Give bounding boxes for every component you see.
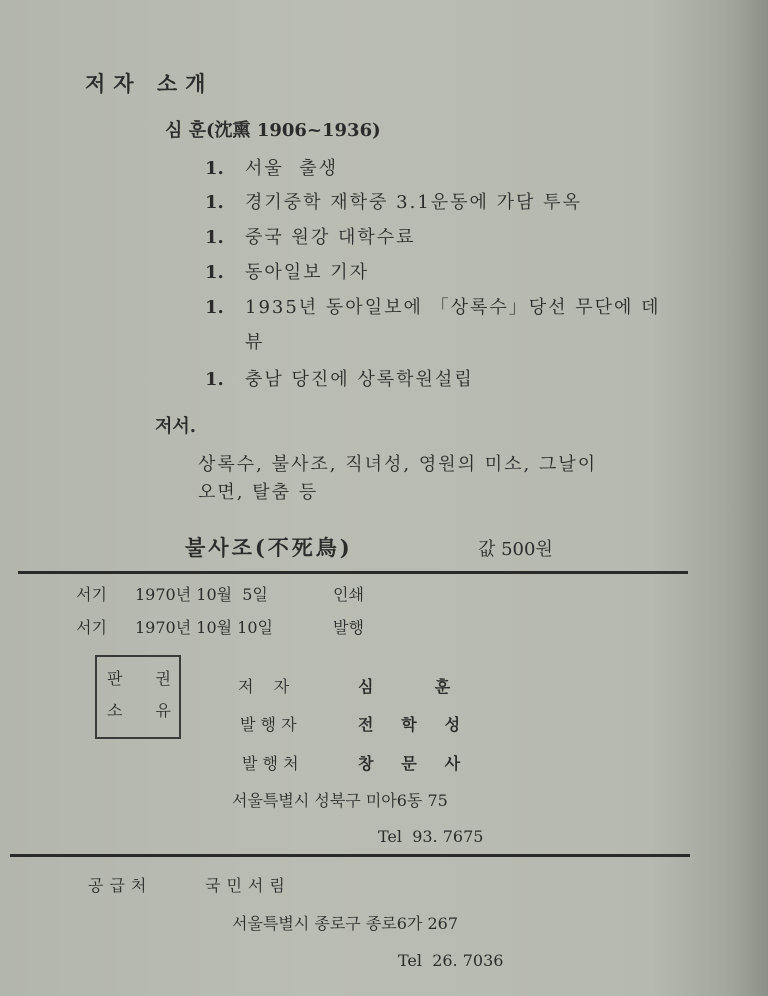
book-title: 불사조(不死鳥) — [185, 535, 353, 560]
bio-item: 1935년 동아일보에 「상록수」당선 무단에 데 — [245, 297, 661, 318]
supplier-name: 국민서림 — [205, 876, 291, 895]
supplier-address: 서울특별시 종로구 종로6가 267 — [232, 914, 458, 933]
publishing-house-value: 창 문 사 — [358, 754, 461, 773]
bio-item: 동아일보 기자 — [245, 262, 370, 283]
publishing-house-label: 발 행 처 — [242, 754, 299, 773]
bio-number: 1. — [205, 158, 224, 179]
works-label: 저서. — [155, 416, 197, 437]
copyright-text: 소 유 — [107, 701, 185, 720]
publisher-label: 발 행 자 — [240, 715, 297, 734]
publisher-address: 서울특별시 성북구 미아6동 75 — [232, 791, 448, 810]
copyright-text: 판 권 — [107, 669, 185, 688]
section-heading: 저자 소개 — [85, 72, 214, 96]
bio-item: 서울 출생 — [245, 158, 338, 179]
bio-item-continuation: 뷰 — [245, 332, 263, 353]
divider — [10, 854, 690, 857]
author-label: 저 자 — [238, 677, 290, 696]
bio-item: 중국 원강 대학수료 — [245, 227, 416, 248]
works-list-continued: 오면, 탈춤 등 — [198, 482, 319, 503]
publisher-value: 전 학 성 — [358, 715, 461, 734]
bio-number: 1. — [205, 262, 224, 283]
bio-item: 경기중학 재학중 3.1운동에 가담 투옥 — [245, 192, 582, 213]
publish-date: 1970년 10월 10일 — [135, 618, 273, 637]
bio-number: 1. — [205, 227, 224, 248]
bio-item: 충남 당진에 상록학원설립 — [245, 369, 474, 390]
divider — [18, 571, 688, 574]
author-name-line: 심 훈(沈熏 1906~1936) — [165, 120, 381, 141]
bio-number: 1. — [205, 192, 224, 213]
publisher-tel: Tel 93. 7675 — [378, 827, 484, 846]
supplier-tel: Tel 26. 7036 — [398, 951, 504, 970]
print-date: 1970년 10월 5일 — [135, 585, 268, 604]
publish-date-label: 서기 — [76, 618, 107, 637]
works-list: 상록수, 불사조, 직녀성, 영원의 미소, 그날이 — [198, 454, 598, 475]
publish-type: 발행 — [333, 618, 364, 637]
print-date-label: 서기 — [76, 585, 107, 604]
price: 값 500원 — [478, 539, 553, 560]
print-type: 인쇄 — [333, 585, 364, 604]
supplier-label: 공급처 — [88, 876, 153, 895]
bio-number: 1. — [205, 297, 224, 318]
copyright-stamp-box — [95, 655, 185, 739]
bio-number: 1. — [205, 369, 224, 390]
author-value: 심 훈 — [358, 677, 451, 696]
